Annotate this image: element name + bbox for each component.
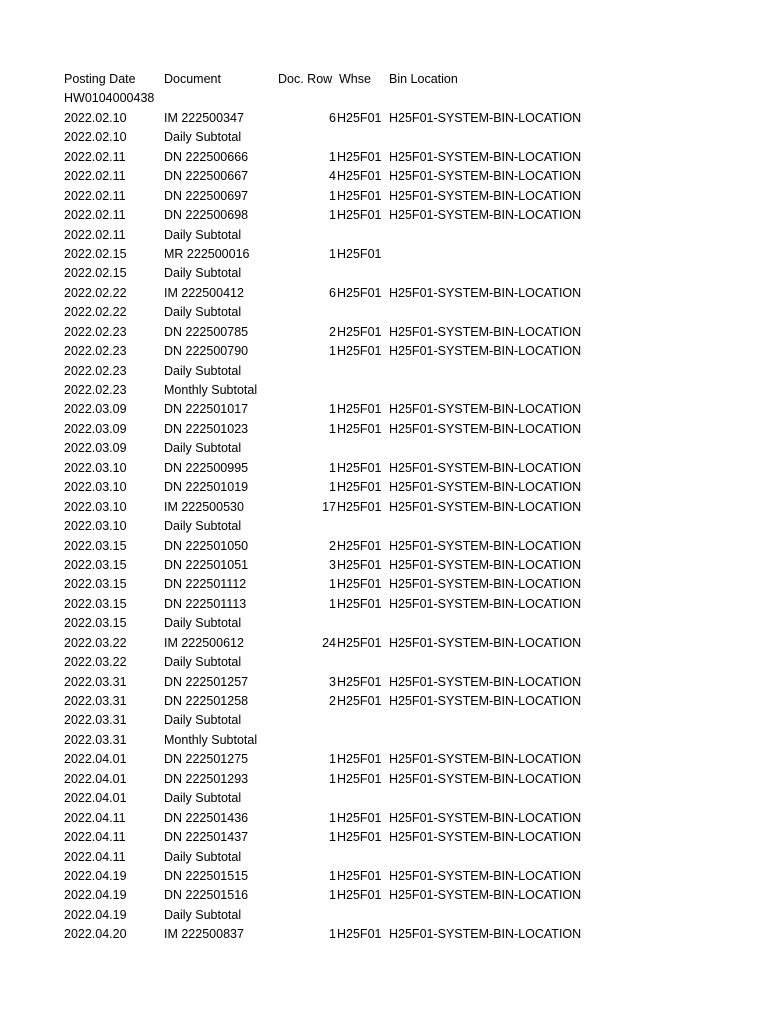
bin-location-cell: H25F01-SYSTEM-BIN-LOCATION — [389, 188, 582, 203]
document-cell: IM 222500612 — [164, 635, 244, 650]
table-row — [0, 342, 768, 361]
document-cell: DN 222500667 — [164, 169, 249, 184]
bin-location-cell: H25F01-SYSTEM-BIN-LOCATION — [389, 888, 582, 903]
document-cell: DN 222501257 — [164, 674, 249, 689]
document-cell: Daily Subtotal — [164, 227, 242, 242]
whse-cell: H25F01 — [337, 888, 382, 903]
document-cell: Daily Subtotal — [164, 363, 242, 378]
bin-location-cell: H25F01-SYSTEM-BIN-LOCATION — [389, 460, 582, 475]
doc-row-cell: 1 — [329, 208, 336, 223]
posting-date-cell: 2022.04.19 — [64, 888, 127, 903]
whse-cell: H25F01 — [337, 169, 382, 184]
table-row — [0, 867, 768, 886]
item-code-row — [0, 89, 768, 108]
table-row — [0, 925, 768, 944]
bin-location-cell: H25F01-SYSTEM-BIN-LOCATION — [389, 499, 582, 514]
document-cell: DN 222501017 — [164, 402, 249, 417]
table-row — [0, 284, 768, 303]
document-cell: DN 222500698 — [164, 208, 249, 223]
doc-row-cell: 6 — [329, 110, 336, 125]
document-cell: Daily Subtotal — [164, 266, 242, 281]
posting-date-cell: 2022.03.09 — [64, 441, 127, 456]
document-cell: DN 222500790 — [164, 344, 249, 359]
document-cell: DN 222500995 — [164, 460, 249, 475]
posting-date-cell: 2022.02.15 — [64, 246, 127, 261]
header-whse: Whse — [339, 72, 371, 86]
bin-location-cell: H25F01-SYSTEM-BIN-LOCATION — [389, 557, 582, 572]
whse-cell: H25F01 — [337, 421, 382, 436]
posting-date-cell: 2022.02.11 — [64, 149, 126, 164]
table-row — [0, 148, 768, 167]
whse-cell: H25F01 — [337, 830, 382, 845]
document-cell: IM 222500530 — [164, 499, 244, 514]
doc-row-cell: 17 — [322, 499, 336, 514]
posting-date-cell: 2022.03.10 — [64, 499, 127, 514]
posting-date-cell: 2022.02.23 — [64, 363, 127, 378]
document-cell: DN 222500785 — [164, 324, 249, 339]
table-row — [0, 595, 768, 614]
doc-row-cell: 2 — [329, 324, 336, 339]
posting-date-cell: 2022.02.23 — [64, 383, 127, 397]
table-row — [0, 362, 768, 381]
posting-date-cell: 2022.02.22 — [64, 305, 127, 320]
posting-date-cell: 2022.04.19 — [64, 868, 127, 883]
table-row — [0, 673, 768, 692]
table-row — [0, 653, 768, 672]
posting-date-cell: 2022.04.20 — [64, 927, 127, 942]
bin-location-cell: H25F01-SYSTEM-BIN-LOCATION — [389, 830, 582, 845]
document-cell: IM 222500837 — [164, 927, 244, 942]
posting-date-cell: 2022.03.31 — [64, 732, 127, 747]
whse-cell: H25F01 — [337, 635, 382, 650]
header-bin-location: Bin Location — [389, 72, 458, 86]
document-cell: Daily Subtotal — [164, 441, 242, 456]
table-row — [0, 226, 768, 245]
posting-date-cell: 2022.03.31 — [64, 694, 127, 708]
doc-row-cell: 6 — [329, 285, 336, 300]
table-row — [0, 828, 768, 847]
table-row — [0, 498, 768, 517]
whse-cell: H25F01 — [337, 499, 382, 514]
doc-row-cell: 2 — [329, 694, 336, 708]
document-cell: DN 222501023 — [164, 421, 249, 436]
document-cell: Daily Subtotal — [164, 791, 242, 806]
header-row — [0, 70, 768, 89]
document-cell: DN 222501275 — [164, 752, 249, 767]
document-cell: DN 222501293 — [164, 771, 249, 786]
table-row — [0, 537, 768, 556]
table-row — [0, 128, 768, 147]
document-cell: DN 222501437 — [164, 830, 249, 845]
whse-cell: H25F01 — [337, 149, 382, 164]
table-row — [0, 614, 768, 633]
table-row — [0, 692, 768, 711]
whse-cell: H25F01 — [337, 246, 382, 261]
document-cell: IM 222500412 — [164, 285, 244, 300]
bin-location-cell: H25F01-SYSTEM-BIN-LOCATION — [389, 110, 582, 125]
whse-cell: H25F01 — [337, 324, 382, 339]
table-row — [0, 303, 768, 322]
whse-cell: H25F01 — [337, 596, 382, 611]
document-cell: DN 222501258 — [164, 694, 249, 708]
bin-location-cell: H25F01-SYSTEM-BIN-LOCATION — [389, 421, 582, 436]
bin-location-cell: H25F01-SYSTEM-BIN-LOCATION — [389, 674, 582, 689]
doc-row-cell: 1 — [329, 402, 336, 417]
whse-cell: H25F01 — [337, 208, 382, 223]
doc-row-cell: 1 — [329, 421, 336, 436]
posting-date-cell: 2022.03.22 — [64, 655, 127, 670]
table-row — [0, 245, 768, 264]
whse-cell: H25F01 — [337, 344, 382, 359]
document-cell: Daily Subtotal — [164, 655, 242, 670]
posting-date-cell: 2022.03.15 — [64, 596, 127, 611]
document-cell: Monthly Subtotal — [164, 732, 258, 747]
whse-cell: H25F01 — [337, 927, 382, 942]
document-cell: DN 222500697 — [164, 188, 249, 203]
table-row — [0, 731, 768, 750]
posting-date-cell: 2022.02.11 — [64, 227, 126, 242]
document-cell: Daily Subtotal — [164, 305, 242, 320]
posting-date-cell: 2022.04.01 — [64, 791, 127, 806]
bin-location-cell: H25F01-SYSTEM-BIN-LOCATION — [389, 149, 582, 164]
posting-date-cell: 2022.03.09 — [64, 421, 127, 436]
document-cell: DN 222500666 — [164, 149, 249, 164]
document-cell: DN 222501112 — [164, 577, 247, 592]
table-row — [0, 789, 768, 808]
doc-row-cell: 1 — [329, 149, 336, 164]
whse-cell: H25F01 — [337, 460, 382, 475]
table-row — [0, 809, 768, 828]
bin-location-cell: H25F01-SYSTEM-BIN-LOCATION — [389, 810, 582, 825]
whse-cell: H25F01 — [337, 557, 382, 572]
table-row — [0, 478, 768, 497]
whse-cell: H25F01 — [337, 538, 382, 553]
posting-date-cell: 2022.02.22 — [64, 285, 127, 300]
whse-cell: H25F01 — [337, 694, 382, 708]
header-doc-row: Doc. Row — [278, 72, 333, 86]
posting-date-cell: 2022.04.19 — [64, 907, 127, 922]
doc-row-cell: 2 — [329, 538, 336, 553]
bin-location-cell: H25F01-SYSTEM-BIN-LOCATION — [389, 635, 582, 650]
table-row — [0, 556, 768, 575]
inventory-report-sheet — [0, 70, 768, 945]
whse-cell: H25F01 — [337, 752, 382, 767]
document-cell: DN 222501515 — [164, 868, 249, 883]
doc-row-cell: 1 — [329, 246, 336, 261]
doc-row-cell: 1 — [329, 344, 336, 359]
doc-row-cell: 1 — [329, 596, 336, 611]
bin-location-cell: H25F01-SYSTEM-BIN-LOCATION — [389, 344, 582, 359]
table-row — [0, 381, 768, 400]
whse-cell: H25F01 — [337, 771, 382, 786]
doc-row-cell: 1 — [329, 480, 336, 495]
table-row — [0, 886, 768, 905]
document-cell: Daily Subtotal — [164, 130, 242, 145]
header-posting-date: Posting Date — [64, 72, 136, 86]
whse-cell: H25F01 — [337, 810, 382, 825]
document-cell: Monthly Subtotal — [164, 383, 258, 397]
doc-row-cell: 3 — [329, 674, 336, 689]
posting-date-cell: 2022.02.10 — [64, 130, 127, 145]
doc-row-cell: 1 — [329, 188, 336, 203]
document-cell: DN 222501113 — [164, 596, 247, 611]
table-row — [0, 167, 768, 186]
posting-date-cell: 2022.02.15 — [64, 266, 127, 281]
table-row — [0, 187, 768, 206]
posting-date-cell: 2022.04.11 — [64, 830, 126, 845]
bin-location-cell: H25F01-SYSTEM-BIN-LOCATION — [389, 402, 582, 417]
bin-location-cell: H25F01-SYSTEM-BIN-LOCATION — [389, 694, 582, 708]
doc-row-cell: 4 — [329, 169, 336, 184]
document-cell: Daily Subtotal — [164, 519, 242, 534]
table-row — [0, 770, 768, 789]
whse-cell: H25F01 — [337, 188, 382, 203]
document-cell: Daily Subtotal — [164, 713, 242, 728]
doc-row-cell: 1 — [329, 830, 336, 845]
doc-row-cell: 1 — [329, 868, 336, 883]
posting-date-cell: 2022.02.11 — [64, 208, 126, 223]
posting-date-cell: 2022.03.15 — [64, 557, 127, 572]
posting-date-cell: 2022.02.10 — [64, 110, 127, 125]
table-row — [0, 420, 768, 439]
doc-row-cell: 1 — [329, 460, 336, 475]
posting-date-cell: 2022.03.10 — [64, 460, 127, 475]
whse-cell: H25F01 — [337, 480, 382, 495]
bin-location-cell: H25F01-SYSTEM-BIN-LOCATION — [389, 285, 582, 300]
posting-date-cell: 2022.03.09 — [64, 402, 127, 417]
table-row — [0, 750, 768, 769]
doc-row-cell: 1 — [329, 752, 336, 767]
bin-location-cell: H25F01-SYSTEM-BIN-LOCATION — [389, 927, 582, 942]
whse-cell: H25F01 — [337, 674, 382, 689]
document-cell: Daily Subtotal — [164, 849, 242, 864]
posting-date-cell: 2022.04.11 — [64, 810, 126, 825]
bin-location-cell: H25F01-SYSTEM-BIN-LOCATION — [389, 169, 582, 184]
doc-row-cell: 1 — [329, 810, 336, 825]
doc-row-cell: 1 — [329, 888, 336, 903]
table-row — [0, 439, 768, 458]
table-row — [0, 711, 768, 730]
document-cell: DN 222501436 — [164, 810, 249, 825]
posting-date-cell: 2022.03.10 — [64, 519, 127, 534]
posting-date-cell: 2022.04.01 — [64, 752, 127, 767]
document-cell: MR 222500016 — [164, 246, 250, 261]
bin-location-cell: H25F01-SYSTEM-BIN-LOCATION — [389, 771, 582, 786]
table-row — [0, 206, 768, 225]
doc-row-cell: 24 — [322, 635, 336, 650]
posting-date-cell: 2022.02.23 — [64, 344, 127, 359]
document-cell: Daily Subtotal — [164, 907, 242, 922]
doc-row-cell: 1 — [329, 771, 336, 786]
doc-row-cell: 1 — [329, 577, 336, 592]
doc-row-cell: 3 — [329, 557, 336, 572]
header-document: Document — [164, 72, 221, 86]
document-cell: IM 222500347 — [164, 110, 244, 125]
bin-location-cell: H25F01-SYSTEM-BIN-LOCATION — [389, 752, 582, 767]
table-row — [0, 264, 768, 283]
table-row — [0, 400, 768, 419]
document-cell: DN 222501516 — [164, 888, 249, 903]
document-cell: DN 222501019 — [164, 480, 249, 495]
document-cell: Daily Subtotal — [164, 616, 242, 631]
posting-date-cell: 2022.03.22 — [64, 635, 127, 650]
document-cell: DN 222501050 — [164, 538, 249, 553]
whse-cell: H25F01 — [337, 285, 382, 300]
item-code: HW0104000438 — [64, 91, 155, 106]
posting-date-cell: 2022.03.31 — [64, 674, 127, 689]
table-body — [0, 109, 768, 945]
bin-location-cell: H25F01-SYSTEM-BIN-LOCATION — [389, 577, 582, 592]
bin-location-cell: H25F01-SYSTEM-BIN-LOCATION — [389, 480, 582, 495]
bin-location-cell: H25F01-SYSTEM-BIN-LOCATION — [389, 324, 582, 339]
bin-location-cell: H25F01-SYSTEM-BIN-LOCATION — [389, 596, 582, 611]
posting-date-cell: 2022.02.11 — [64, 188, 126, 203]
table-row — [0, 109, 768, 128]
table-row — [0, 517, 768, 536]
table-row — [0, 906, 768, 925]
whse-cell: H25F01 — [337, 110, 382, 125]
posting-date-cell: 2022.04.01 — [64, 771, 127, 786]
posting-date-cell: 2022.03.31 — [64, 713, 127, 728]
whse-cell: H25F01 — [337, 868, 382, 883]
whse-cell: H25F01 — [337, 402, 382, 417]
doc-row-cell: 1 — [329, 927, 336, 942]
posting-date-cell: 2022.03.15 — [64, 538, 127, 553]
bin-location-cell: H25F01-SYSTEM-BIN-LOCATION — [389, 208, 582, 223]
whse-cell: H25F01 — [337, 577, 382, 592]
table-row — [0, 459, 768, 478]
bin-location-cell: H25F01-SYSTEM-BIN-LOCATION — [389, 868, 582, 883]
document-cell: DN 222501051 — [164, 557, 249, 572]
posting-date-cell: 2022.04.11 — [64, 849, 126, 864]
posting-date-cell: 2022.02.23 — [64, 324, 127, 339]
table-row — [0, 575, 768, 594]
table-row — [0, 634, 768, 653]
posting-date-cell: 2022.03.15 — [64, 577, 127, 592]
table-row — [0, 848, 768, 867]
posting-date-cell: 2022.02.11 — [64, 169, 126, 184]
posting-date-cell: 2022.03.10 — [64, 480, 127, 495]
posting-date-cell: 2022.03.15 — [64, 616, 127, 631]
bin-location-cell: H25F01-SYSTEM-BIN-LOCATION — [389, 538, 582, 553]
table-row — [0, 323, 768, 342]
